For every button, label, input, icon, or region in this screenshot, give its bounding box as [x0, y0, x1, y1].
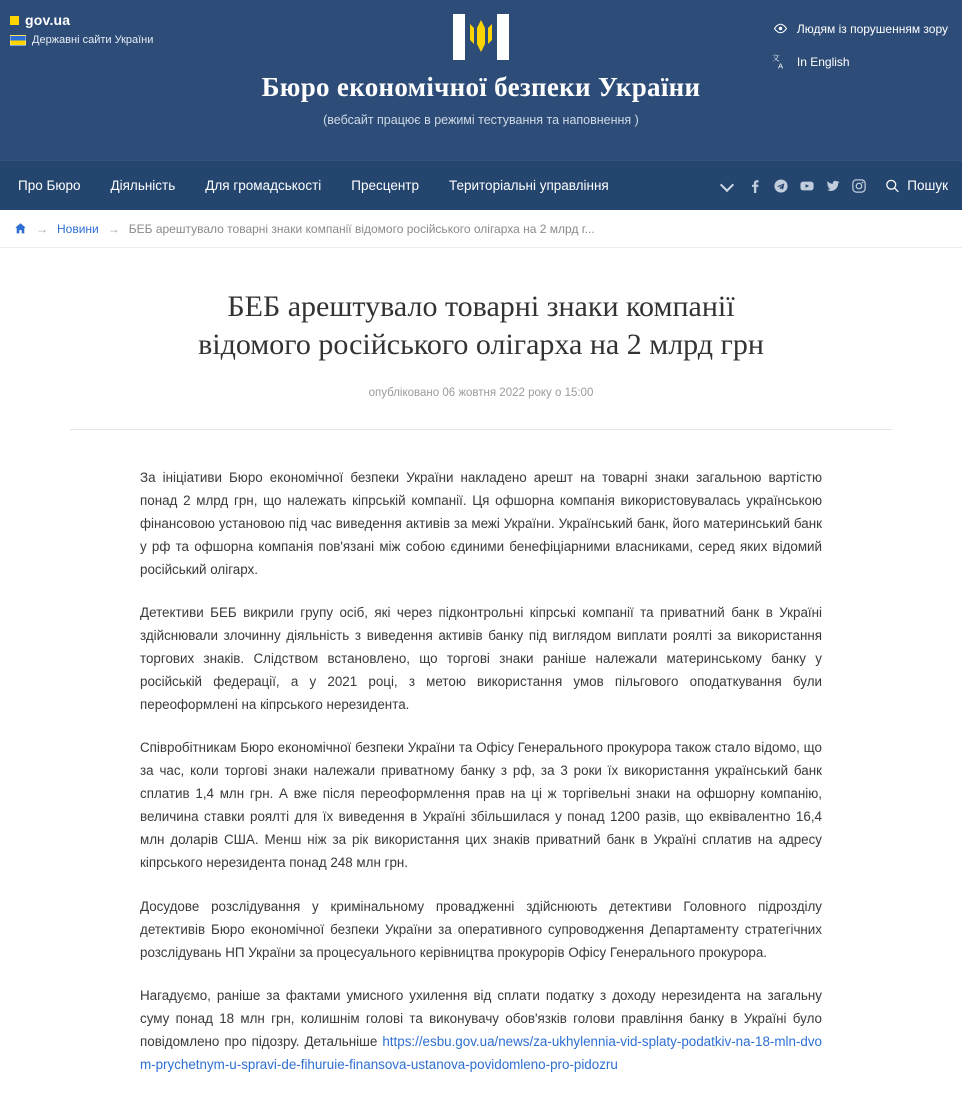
site-title: Бюро економічної безпеки України [261, 72, 701, 102]
accessibility-link[interactable] [772, 20, 948, 37]
language-label: In English [796, 54, 850, 69]
search-button[interactable] [885, 178, 948, 193]
accessibility-label: Людям із порушенням зору [796, 21, 948, 36]
article-body [140, 430, 822, 1076]
gov-ua-block[interactable] [10, 12, 170, 46]
svg-text:A: A [777, 61, 783, 70]
nav-item-prestsentr[interactable]: Пресцентр [351, 178, 419, 193]
nav-item-terytorialni-upravlinnia[interactable]: Територіальні управління [448, 178, 609, 193]
source-link[interactable]: https://esbu.gov.ua/news/za-ukhylennia-vid-splaty-podatkiv-na-18-mln-dvom-prychetnym-u-spravi-de-fihuruie-finansova-ustanova-povidomleno-pro-pidozru [140, 1033, 822, 1072]
site-subtitle: (вебсайт працює в режимі тестування та наповнення ) [323, 113, 639, 127]
eye-accessibility-icon [772, 20, 789, 37]
article-paragraph: Досудове розслідування у кримінальному провадженні здійснюють детективи Головного підрозділу детективів Бюро економічної безпеки України за оперативного супроводження Департаменту стратегічних розслідувань НП України за процесуального керівництва прокурорів Офісу Генерального прокурора. [140, 898, 822, 960]
home-icon[interactable] [14, 222, 27, 235]
main-navigation [0, 160, 962, 210]
site-header [0, 0, 962, 160]
instagram-icon[interactable] [851, 178, 866, 193]
nav-item-diialnist[interactable]: Діяльність [110, 178, 176, 193]
nav-right-cluster [747, 178, 948, 193]
nav-item-dlia-hromadskosti[interactable]: Для громадськості [205, 178, 322, 193]
chevron-down-icon[interactable] [720, 178, 734, 192]
language-switch[interactable] [772, 53, 948, 70]
breadcrumb-arrow-2: → [107, 221, 120, 236]
tryzub-emblem-icon [453, 14, 509, 60]
svg-text:文: 文 [771, 53, 780, 63]
gov-ua-subtitle-row[interactable] [10, 34, 170, 46]
breadcrumb [0, 210, 962, 248]
search-label: Пошук [907, 178, 948, 193]
bottom-spacer [70, 1096, 892, 1110]
twitter-icon[interactable] [825, 178, 840, 193]
youtube-icon[interactable] [799, 178, 814, 193]
gov-ua-brand-label: gov.ua [25, 12, 71, 28]
nav-item-pro-buro[interactable]: Про Бюро [18, 178, 81, 193]
article-paragraph: Співробітникам Бюро економічної безпеки України та Офісу Генерального прокурора також стало відомо, що за час, коли торгові знаки належали приватному банку з рф, за 3 роки їх використання український банк сплатив 1,4 млн грн. А вже після переоформлення прав на ці ж торгівельні знаки на офшорну компанію, величина ставки роялті для їх виведення в Україні збільшилася у понад 1200 разів, що еквівалентно 16,4 млн доларів США. Менш ніж за рік використання цих знаків приватний банк в Україні сплатив на адресу кіпрського нерезидента понад 248 млн грн. [140, 740, 822, 871]
facebook-icon[interactable] [747, 178, 762, 193]
paragraph-text: Нагадуємо, раніше за фактами умисного ухилення від сплати податку з доходу нерезидента на загальну суму понад 18 млн грн, колишнім голові та виконувачу обов'язків голови правління банку в Україні було повідомлено про підозру. Детальніше [140, 987, 822, 1049]
search-icon [885, 178, 900, 193]
gov-ua-square-icon [10, 16, 19, 25]
publish-date: опубліковано 06 жовтня 2022 року о 15:00 [368, 386, 594, 399]
article [0, 288, 962, 1110]
breadcrumb-news-link[interactable]: Новини [57, 221, 99, 236]
gov-ua-brand[interactable] [10, 12, 170, 28]
nav-items [0, 178, 609, 193]
article-paragraph-with-link [140, 984, 822, 1076]
article-paragraph: Детективи БЕБ викрили групу осіб, які через підконтрольні кіпрські компанії та приватний банк в Україні здійснювали злочинну діяльність з виведення активів банку під виглядом виплати роялті за використання торгових знаків. Слідством встановлено, що торгові знаки раніше належали материнському банку у російській федерації, а у 2021 році, з метою використання умов пільгового оподаткування були переоформлені на кіпрського нерезидента. [140, 605, 822, 713]
translate-icon [772, 53, 789, 70]
article-paragraph: За ініціативи Бюро економічної безпеки України накладено арешт на товарні знаки загальною вартістю понад 2 млрд грн, що належать кіпрській компанії. Ця офшорна компанія використовувалась українською фінансовою установою під час виведення активів за межі України. Український банк, його материнський банк у рф та офшорна компанія пов'язані між собою єдиними бенефіціарними власниками, серед яких відомий російський олігарх. [140, 469, 822, 577]
ukraine-flag-icon [10, 35, 26, 46]
telegram-icon[interactable] [773, 178, 788, 193]
page-title: БЕБ арештувало товарні знаки компанії відомого російського олігарха на 2 млрд грн [198, 290, 764, 362]
gov-ua-subtitle: Державні сайти України [32, 34, 154, 46]
breadcrumb-current: БЕБ арештувало товарні знаки компанії відомого російського олігарха на 2 млрд г... [128, 221, 595, 236]
breadcrumb-arrow-1: → [36, 221, 48, 236]
header-utility-links [772, 20, 948, 86]
